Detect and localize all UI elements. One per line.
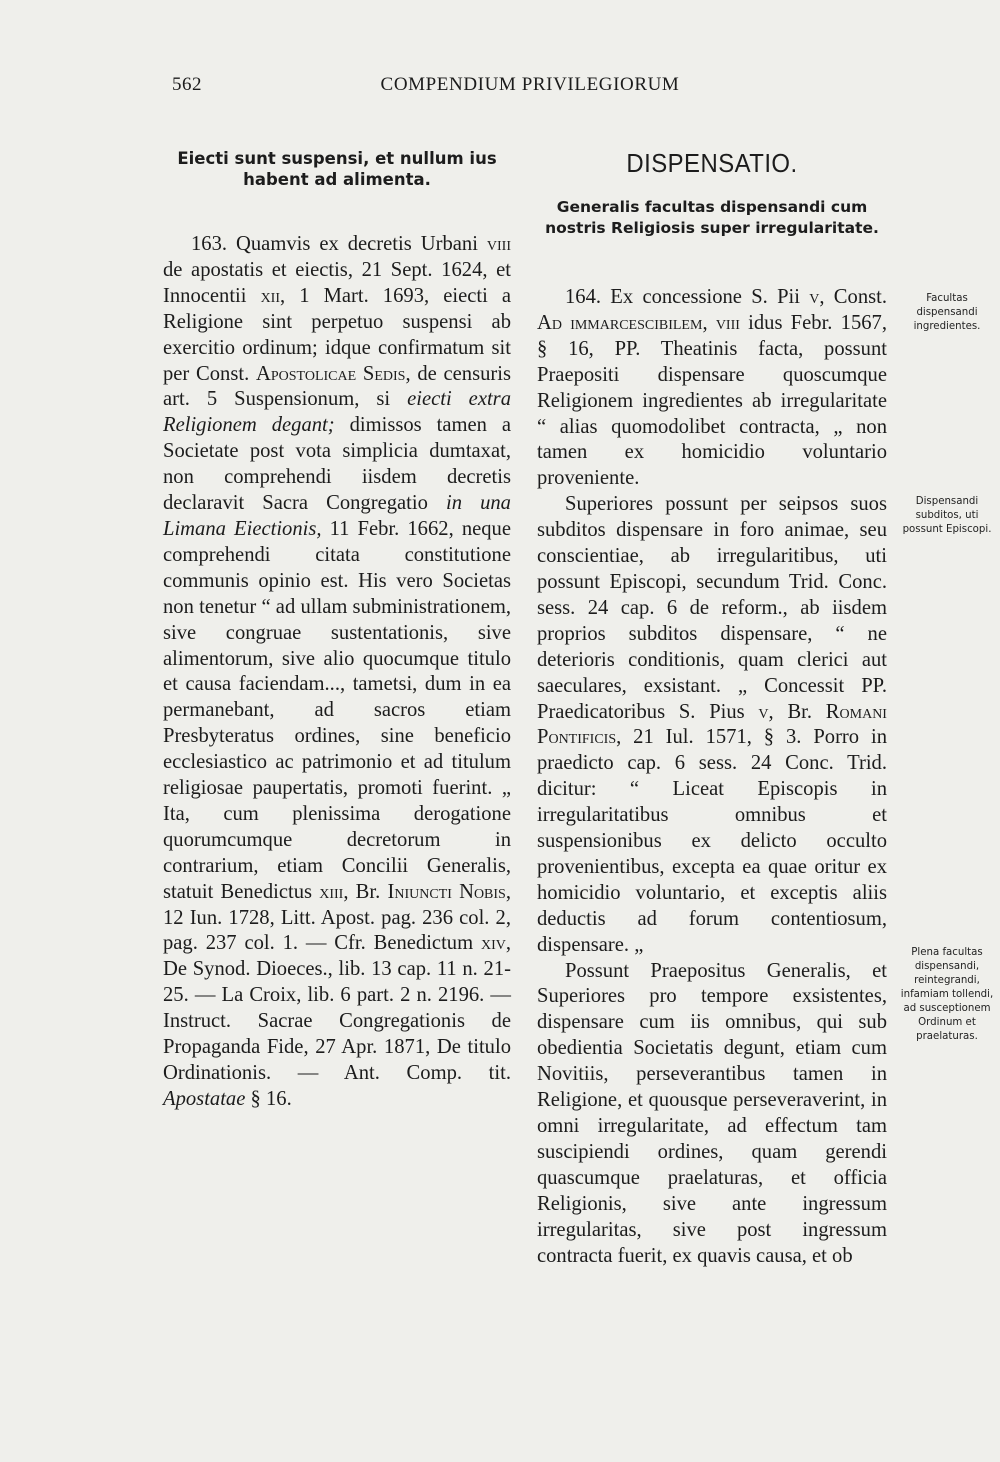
paragraph-possunt: Possunt Praepositus Generalis, et Superiores pro tempore exsistentes, dispensare cum iis omnibus, qui sub obedientia Societatis degunt, etiam cum Novitiis, perseverantibus tamen in Religione, et quousque perseveraverint, in omni irregularitate, ad effectum tam suscipiendi ordines, quam gerendi quascumque praelaturas, et officia Religionis, sive ante ingressum irregularitas, sive post ingressum contracta fuerit, ex quavis causa, et ob bbox=[537, 959, 887, 1267]
text-run: , Const. bbox=[819, 286, 888, 308]
margin-note-subditos: Dispensandi subditos, uti possunt Episcopi. bbox=[902, 496, 992, 535]
constitution-title: Ad immarcescibilem bbox=[537, 311, 703, 334]
brief-title: Romani Pontificis bbox=[537, 700, 887, 749]
paragraph-164 bbox=[537, 285, 887, 492]
roman-numeral: xii bbox=[260, 284, 280, 307]
text-run: Superiores possunt per seipsos suos subditos dispensare in foro animae, seu conscientiae, ab irregularitibus, uti possunt Episcopi, secundum Trid. Conc. sess. 24 cap. 6 de reform., ab iisdem proprios subditos dispensare, “ ne deterioris conditionis, quam clerici aut saeculares, exsistant. „ Concessit PP. Praedicatoribus S. Pius bbox=[537, 493, 887, 723]
text-run: , De Synod. Dioeces., lib. 13 cap. 11 n. 21-25. — La Croix, lib. 6 part. 2 n. 2196. — Instruct. Sacrae Congregationis de Propaganda Fide, 27 Apr. 1871, De titulo Ordinationis. — Ant. Comp. tit. bbox=[163, 932, 511, 1084]
text-run: § 16. bbox=[245, 1087, 292, 1110]
roman-numeral: xiv bbox=[480, 932, 506, 955]
page-number: 562 bbox=[172, 74, 202, 95]
roman-numeral: xiii bbox=[319, 880, 344, 903]
text-run: , Br. bbox=[768, 700, 826, 723]
paragraph-superiores bbox=[537, 492, 887, 958]
paragraph-163 bbox=[163, 232, 511, 1113]
text-run: , de censuris art. 5 Suspensionum, si bbox=[163, 362, 512, 411]
left-section-heading: Eiecti sunt suspensi, et nullum ius habent ad alimenta. bbox=[177, 149, 497, 189]
italic-quote: eiecti extra Religionem degant; bbox=[163, 388, 511, 437]
brief-title: Iniuncti Nobis bbox=[387, 880, 506, 903]
text-run: 163. Quamvis ex decretis Urbani bbox=[191, 233, 487, 255]
text-run: idus Febr. 1567, § 16, PP. Theatinis facta, possunt Praepositi dispensare quoscumque Religionem ingredientes ab irregularitate “ alias quomodolibet contracta, „ non tamen ex homicidio voluntario proveniente. bbox=[537, 311, 887, 490]
constitution-title: Apostolicae Sedis bbox=[255, 362, 406, 385]
italic-cause: in una Limana Eiectionis, bbox=[163, 492, 511, 540]
text-run: , 1 Mart. 1693, eiecti a Religione sint perpetuo suspensi ab exercitio ordinum; idque confirmatum sit per Const. bbox=[163, 284, 512, 385]
margin-note-plena-facultas: Plena facultas dispensandi, reintegrandi, infamiam tollendi, ad susceptionem Ordinum et praelaturas. bbox=[900, 947, 994, 1042]
left-column bbox=[163, 232, 511, 1113]
right-section-heading: Generalis facultas dispensandi cum nostris Religiosis super irregularitate. bbox=[545, 198, 879, 237]
running-title: COMPENDIUM PRIVILEGIORUM bbox=[380, 74, 680, 95]
text-run: , bbox=[702, 311, 716, 334]
text-run: , 21 Iul. 1571, § 3. Porro in praedicto cap. 6 sess. 24 Conc. Trid. dicitur: “ Liceat Episcopis in irregularitatibus omnibus et suspensionibus ex delicto occulto provenientibus, excepta ea quae oritur ex homicidio voluntario, et exceptis aliis deductis ad forum contentiosum, dispensare. „ bbox=[537, 726, 887, 956]
roman-numeral: viii bbox=[715, 311, 740, 334]
section-title: DISPENSATIO. bbox=[626, 148, 798, 178]
roman-numeral: v bbox=[809, 286, 820, 308]
right-column bbox=[537, 285, 887, 1269]
text-run: , 12 Iun. 1728, Litt. Apost. pag. 236 col. 2, pag. 237 col. 1. — Cfr. Benedictum bbox=[163, 880, 512, 955]
text-run: 11 Febr. 1662, neque comprehendi citata constitutione communis opinio est. His vero Societas non tenetur “ ad ullam subministrationem, sive congruae sustentationis, sive alimentorum, sive alio quocumque titulo et causa faciendam..., tametsi, dum in ea permanebant, ad sacros etiam Presbyteratus ordines, sine beneficio ecclesiastico ac patrimonio et ad titulum religiosae paupertatis, promoti fuerint. „ Ita, cum plenissima derogatione quorumcumque decretorum in contrarium, etiam Concilii Generalis, statuit Benedictus bbox=[163, 517, 511, 903]
roman-numeral: v bbox=[758, 700, 769, 723]
italic-title: Apostatae bbox=[163, 1087, 246, 1110]
text-run: dimissos tamen a Societate post vota simplicia dumtaxat, non comprehendi iisdem decretis declaravit Sacra Congregatio bbox=[163, 414, 511, 515]
text-run: de apostatis et eiectis, 21 Sept. 1624, et Innocentii bbox=[163, 258, 511, 307]
text-run: , Br. bbox=[343, 880, 388, 903]
margin-note-facultas: Facultas dispensandi ingredientes. bbox=[913, 293, 981, 332]
text-run: 164. Ex concessione S. Pii bbox=[565, 286, 810, 308]
roman-numeral: viii bbox=[486, 233, 511, 255]
